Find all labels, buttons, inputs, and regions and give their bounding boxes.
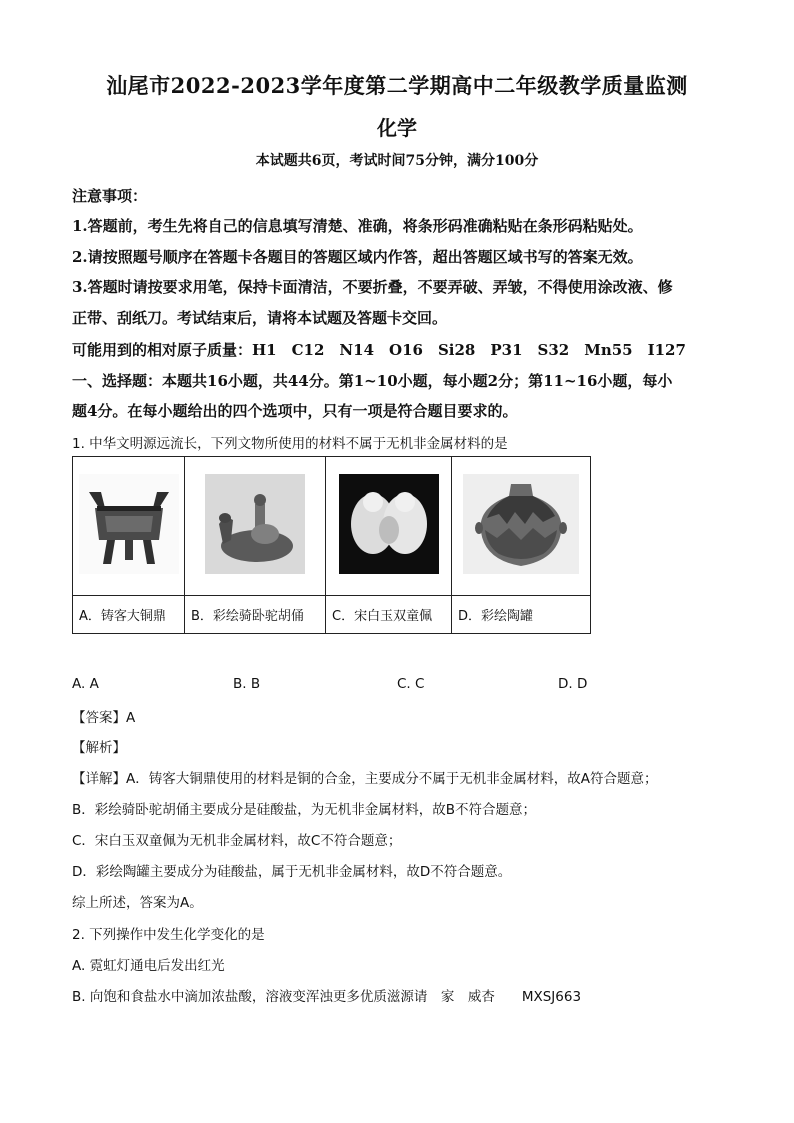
section1-line-2: 题4分。在每小题给出的四个选项中，只有一项是符合题目要求的。	[72, 402, 518, 420]
q2-stem: 2. 下列操作中发生化学变化的是	[72, 927, 265, 943]
caption-a: A．铸客大铜鼎	[73, 596, 185, 634]
artifact-image-c	[326, 457, 452, 596]
q1-answer: 【答案】A	[72, 710, 136, 726]
q1-option-d: D. D	[558, 676, 588, 692]
notice-item-3-line-1: 3.答题时请按要求用笔，保持卡面清洁，不要折叠，不要弄破、弄皱，不得使用涂改液、修	[72, 278, 673, 296]
notice-heading: 注意事项：	[72, 187, 148, 205]
q2-option-a: A. 霓虹灯通电后发出红光	[72, 958, 225, 974]
notice-item-3-line-2: 正带、刮纸刀。考试结束后，请将本试题及答题卡交回。	[72, 309, 448, 327]
subject-title: 化学	[377, 116, 417, 140]
q1-detail-4: D．彩绘陶罐主要成分为硅酸盐，属于无机非金属材料，故D不符合题意。	[72, 864, 512, 880]
q1-analysis-label: 【解析】	[72, 740, 126, 756]
artifact-image-d	[452, 457, 591, 596]
artifact-image-b	[185, 457, 326, 596]
notice-item-2: 2.请按照题号顺序在答题卡各题目的答题区域内作答，超出答题区域书写的答案无效。	[72, 248, 643, 266]
bronze-ding-icon	[79, 474, 179, 574]
q1-option-b: B. B	[233, 676, 261, 692]
exam-info: 本试题共6页，考试时间75分钟，满分100分	[255, 153, 539, 169]
camel-figurine-icon	[205, 474, 305, 574]
q1-summary: 综上所述，答案为A。	[72, 895, 203, 911]
caption-c: C．宋白玉双童佩	[326, 596, 452, 634]
page-title: 汕尾市2022-2023学年度第二学期高中二年级教学质量监测	[106, 73, 688, 98]
notice-item-1: 1.答题前，考生先将自己的信息填写清楚、准确，将条形码准确粘贴在条形码粘贴处。	[72, 217, 643, 235]
caption-d: D．彩绘陶罐	[452, 596, 591, 634]
q1-stem: 1. 中华文明源远流长，下列文物所使用的材料不属于无机非金属材料的是	[72, 436, 508, 452]
q2-option-b: B. 向饱和食盐水中滴加浓盐酸，溶液变浑浊更多优质滋源请 家 威杏 MXSJ663	[72, 989, 582, 1005]
q1-option-c: C. C	[397, 676, 425, 692]
caption-b: B．彩绘骑卧驼胡俑	[185, 596, 326, 634]
q1-detail-1: 【详解】A．铸客大铜鼎使用的材料是铜的合金，主要成分不属于无机非金属材料，故A符合题意；	[72, 771, 658, 787]
artifact-table	[72, 456, 591, 634]
artifact-image-a	[73, 457, 185, 596]
jade-pendant-icon	[339, 474, 439, 574]
atomic-masses: 可能用到的相对原子质量：H1 C12 N14 O16 Si28 P31 S32 Mn55 I127	[72, 341, 686, 359]
q1-option-a: A. A	[72, 676, 99, 692]
section1-line-1: 一、选择题：本题共16小题，共44分。第1~10小题，每小题2分；第11~16小题，每小	[72, 372, 673, 390]
q1-detail-3: C．宋白玉双童佩为无机非金属材料，故C不符合题意；	[72, 833, 402, 849]
q1-detail-2: B．彩绘骑卧驼胡俑主要成分是硅酸盐，为无机非金属材料，故B不符合题意；	[72, 802, 537, 818]
painted-pottery-jar-icon	[463, 474, 579, 574]
